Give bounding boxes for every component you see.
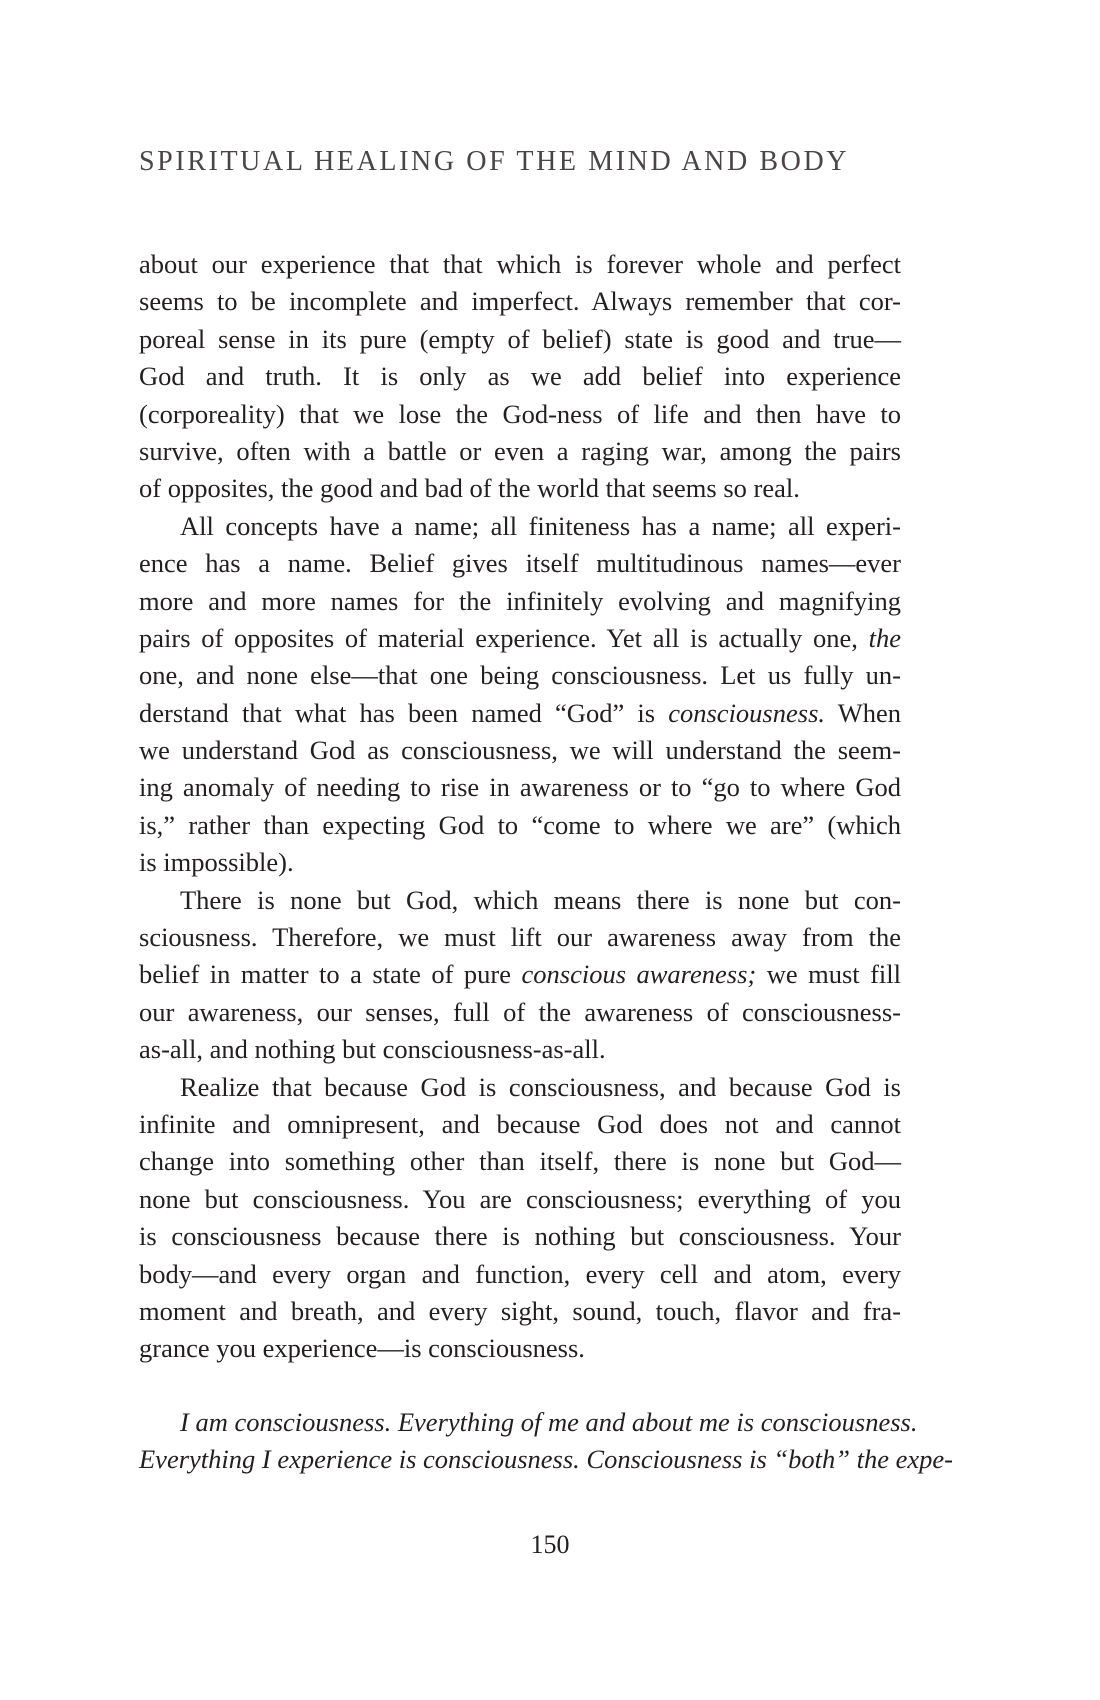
- emphasis-text: the: [868, 622, 902, 653]
- text-line: seems to be incomplete and imperfect. Always remember that cor-: [139, 286, 901, 317]
- text-segment: derstand that what has been named “God” is: [139, 697, 656, 728]
- text-line: [139, 956, 901, 993]
- text-line: about our experience that that which is forever whole and perfect: [139, 249, 901, 279]
- body-text: [139, 246, 901, 1368]
- text-line: we understand God as consciousness, we will understand the seem-: [139, 735, 901, 766]
- text-line: There is none but God, which means there is none but con-: [180, 884, 901, 915]
- text-line: our awareness, our senses, full of the awareness of consciousness-: [139, 996, 901, 1027]
- text-line: [139, 620, 901, 657]
- text-line: is impossible).: [139, 847, 294, 878]
- text-line: Realize that because God is consciousness, and because God is: [180, 1071, 901, 1102]
- text-line: sciousness. Therefore, we must lift our awareness away from the: [139, 922, 901, 953]
- paragraph-4: [139, 1069, 901, 1368]
- text-line: body—and every organ and function, every cell and atom, every: [139, 1258, 901, 1289]
- text-line: ing anomaly of needing to rise in awareness or to “go to where God: [139, 772, 901, 803]
- text-line: of opposites, the good and bad of the world that seems so real.: [139, 473, 800, 504]
- text-line: change into something other than itself, there is none but God—: [139, 1146, 901, 1177]
- text-line: poreal sense in its pure (empty of belief) state is good and true—: [139, 323, 901, 354]
- text-line: one, and none else—that one being consciousness. Let us fully un-: [139, 660, 901, 691]
- running-head: SPIRITUAL HEALING OF THE MIND AND BODY: [139, 146, 850, 177]
- text-line: All concepts have a name; all finiteness has a name; all experi-: [180, 510, 901, 541]
- text-segment: we must fill: [766, 959, 902, 990]
- text-segment: pairs of opposites of material experience. Yet all is actually one,: [139, 622, 858, 653]
- page-number: 150: [530, 1530, 570, 1559]
- text-line: grance you experience—is consciousness.: [139, 1333, 585, 1364]
- quote-line: I am consciousness. Everything of me and about me is consciousness.: [180, 1407, 918, 1437]
- text-line: none but consciousness. You are consciousness; everything of you: [139, 1183, 901, 1214]
- text-line: [139, 695, 901, 732]
- paragraph-3: [139, 882, 901, 1069]
- text-line: is consciousness because there is nothing but consciousness. Your: [139, 1221, 901, 1252]
- text-line: moment and breath, and every sight, sound, touch, flavor and fra-: [139, 1295, 901, 1326]
- italic-meditation: [139, 1404, 953, 1479]
- emphasis-text: conscious awareness;: [521, 959, 757, 990]
- text-line: survive, often with a battle or even a raging war, among the pairs: [139, 435, 901, 466]
- emphasis-text: consciousness.: [668, 697, 826, 728]
- text-line: more and more names for the infinitely evolving and magnifying: [139, 585, 901, 616]
- text-segment: When: [837, 697, 901, 728]
- paragraph-1: [139, 246, 901, 508]
- paragraph-2: [139, 508, 901, 882]
- text-line: as-all, and nothing but consciousness-as-all.: [139, 1034, 606, 1065]
- text-line: (corporeality) that we lose the God-ness of life and then have to: [139, 398, 901, 429]
- text-line: ence has a name. Belief gives itself multitudinous names—ever: [139, 548, 901, 579]
- text-segment: belief in matter to a state of pure: [139, 959, 512, 990]
- text-line: God and truth. It is only as we add belief into experience: [139, 361, 901, 392]
- text-line: is,” rather than expecting God to “come to where we are” (which: [139, 809, 901, 840]
- text-line: infinite and omnipresent, and because God does not and cannot: [139, 1108, 901, 1139]
- quote-line: Everything I experience is consciousness. Consciousness is “both” the expe-: [139, 1444, 953, 1475]
